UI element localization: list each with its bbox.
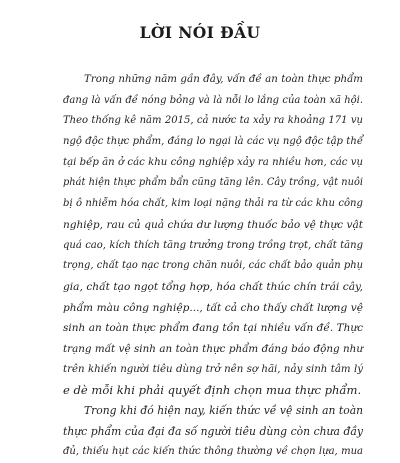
text-line: e dè mỗi khi phải quyết định chọn mua thực phẩm. [63,383,362,398]
text-line: gia, chất tạo ngọt tổng hợp, hóa chất thúc chín trái cây, [63,280,363,293]
text-line: đang là vấn đề nóng bỏng và là nỗi lo lắng của toàn xã hội. [63,94,363,106]
text-line: bị ô nhiễm hóa chất, kim loại nặng thải ra từ các khu công [63,198,363,210]
paragraph-2 [63,401,363,463]
paragraph-1 [63,70,363,401]
text-line: đủ, thiếu hụt các kiến thức thông thường về chọn lựa, mua [63,446,363,458]
text-line: Trong khi đó hiện nay, kiến thức về vệ sinh an toàn [84,404,363,417]
text-line: tại bếp ăn ở các khu công nghiệp xảy ra nhiều hơn, các vụ [63,156,363,168]
text-line: ngộ độc thực phẩm, đáng lo ngại là các vụ ngộ độc tập thể [63,136,363,148]
text-line: trọng, chất tạo nạc trong chăn nuôi, các chất bảo quản phụ [63,260,363,272]
text-line: Theo thống kê năm 2015, cả nước ta xảy ra khoảng 171 vụ [63,115,363,127]
text-line: Trong những năm gần đây, vấn đề an toàn thực phẩm [84,74,363,85]
text-line: phẩm màu công nghiệp..., tất cả cho thấy chất lượng vệ [63,301,363,314]
body-text [63,70,363,463]
page-title: LỜI NÓI ĐẦU [139,23,261,42]
text-line: thực phẩm của đại đa số người tiêu dùng còn chưa đầy [63,424,363,438]
text-line: quá cao, kích thích tăng trưởng trong trồng trọt, chất tăng [63,239,363,251]
text-line: trên khiến người tiêu dùng trở nên sợ hãi, nảy sinh tâm lý [63,363,363,375]
text-line: sinh an toàn thực phẩm đang tồn tại nhiều vấn đề. Thực [63,322,363,335]
text-line: trạng mất vệ sinh an toàn thực phẩm đáng báo động như [63,342,363,355]
text-line: nghiệp, rau củ quả chứa dư lượng thuốc bảo vệ thực vật [63,218,363,231]
text-line: phát hiện thực phẩm bẩn cũng tăng lên. Cây trồng, vật nuôi [63,177,363,189]
